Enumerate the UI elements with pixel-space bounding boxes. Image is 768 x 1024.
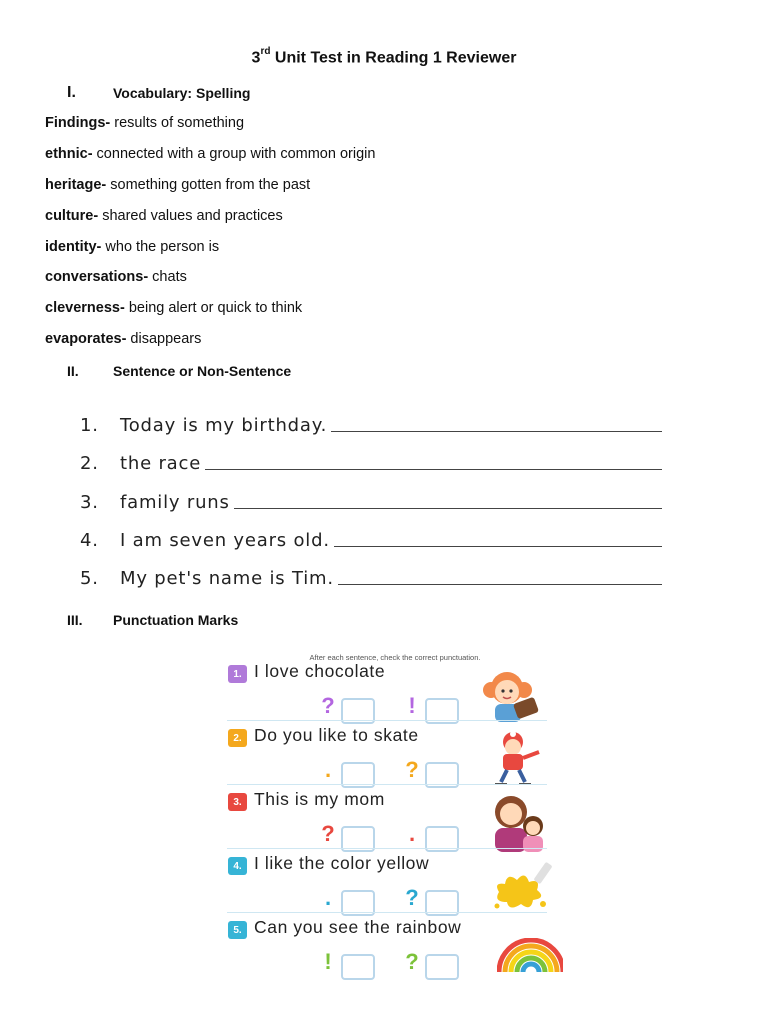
worksheet-item [227, 786, 563, 850]
worksheet-item [227, 914, 563, 978]
page-title: 3rd Unit Test in Reading 1 Reviewer [251, 46, 517, 67]
item-sentence: I like the color yellow [254, 853, 430, 873]
divider [227, 784, 547, 785]
worksheet-item [227, 658, 563, 722]
divider [227, 912, 547, 913]
section-number: II. [67, 363, 79, 379]
worksheet-item [227, 722, 563, 786]
sentence-row: 3. family runs [80, 487, 662, 513]
exclamation-mark: ! [324, 949, 332, 974]
item-sentence: I love chocolate [254, 661, 386, 681]
item-sentence: Can you see the rainbow [254, 917, 462, 937]
question-mark: ? [321, 693, 335, 718]
answer-line[interactable] [338, 584, 662, 585]
period-mark: . [324, 885, 332, 910]
vocab-item: evaporates- disappears [45, 331, 202, 347]
period-mark: . [408, 821, 416, 846]
vocab-item: cleverness- being alert or quick to think [45, 300, 303, 316]
sentence-row: 2. the race [80, 448, 662, 474]
answer-checkbox[interactable] [425, 954, 459, 980]
item-sentence: Do you like to skate [254, 725, 419, 745]
vocab-item: Findings- results of something [45, 115, 245, 131]
girl-chocolate-illustration [477, 660, 553, 724]
vocab-item: identity- who the person is [45, 239, 220, 255]
item-number-badge: 4. [228, 857, 247, 875]
exclamation-mark: ! [408, 693, 416, 718]
divider [227, 848, 547, 849]
vocab-item: ethnic- connected with a group with common origin [45, 146, 376, 162]
answer-line[interactable] [331, 431, 662, 432]
rainbow-illustration [497, 938, 563, 972]
question-mark: ? [405, 885, 419, 910]
question-mark: ? [405, 949, 419, 974]
item-number-badge: 5. [228, 921, 247, 939]
answer-line[interactable] [205, 469, 662, 470]
sentence-row: 1. Today is my birthday. [80, 410, 662, 436]
answer-line[interactable] [234, 508, 662, 509]
worksheet-instruction: After each sentence, check the correct punctuation. [309, 653, 481, 662]
divider [227, 720, 547, 721]
section-number: I. [67, 84, 76, 101]
vocab-item: heritage- something gotten from the past [45, 177, 311, 193]
punctuation-worksheet [227, 650, 563, 972]
section-number: III. [67, 612, 83, 628]
paint-splash-illustration [489, 860, 559, 914]
section-label: Punctuation Marks [113, 612, 239, 628]
question-mark: ? [321, 821, 335, 846]
answer-line[interactable] [334, 546, 662, 547]
section-label: Vocabulary: Spelling [113, 85, 251, 101]
answer-checkbox[interactable] [341, 954, 375, 980]
worksheet-item [227, 850, 563, 914]
skater-illustration [489, 728, 555, 786]
sentence-row: 5. My pet's name is Tim. [80, 563, 662, 589]
question-mark: ? [405, 757, 419, 782]
item-sentence: This is my mom [254, 789, 385, 809]
vocab-item: culture- shared values and practices [45, 208, 283, 224]
vocab-item: conversations- chats [45, 269, 187, 285]
sentence-row: 4. I am seven years old. [80, 525, 662, 551]
item-number-badge: 1. [228, 665, 247, 683]
period-mark: . [324, 757, 332, 782]
item-number-badge: 2. [228, 729, 247, 747]
section-label: Sentence or Non-Sentence [113, 363, 292, 379]
item-number-badge: 3. [228, 793, 247, 811]
mother-daughter-illustration [485, 792, 555, 854]
